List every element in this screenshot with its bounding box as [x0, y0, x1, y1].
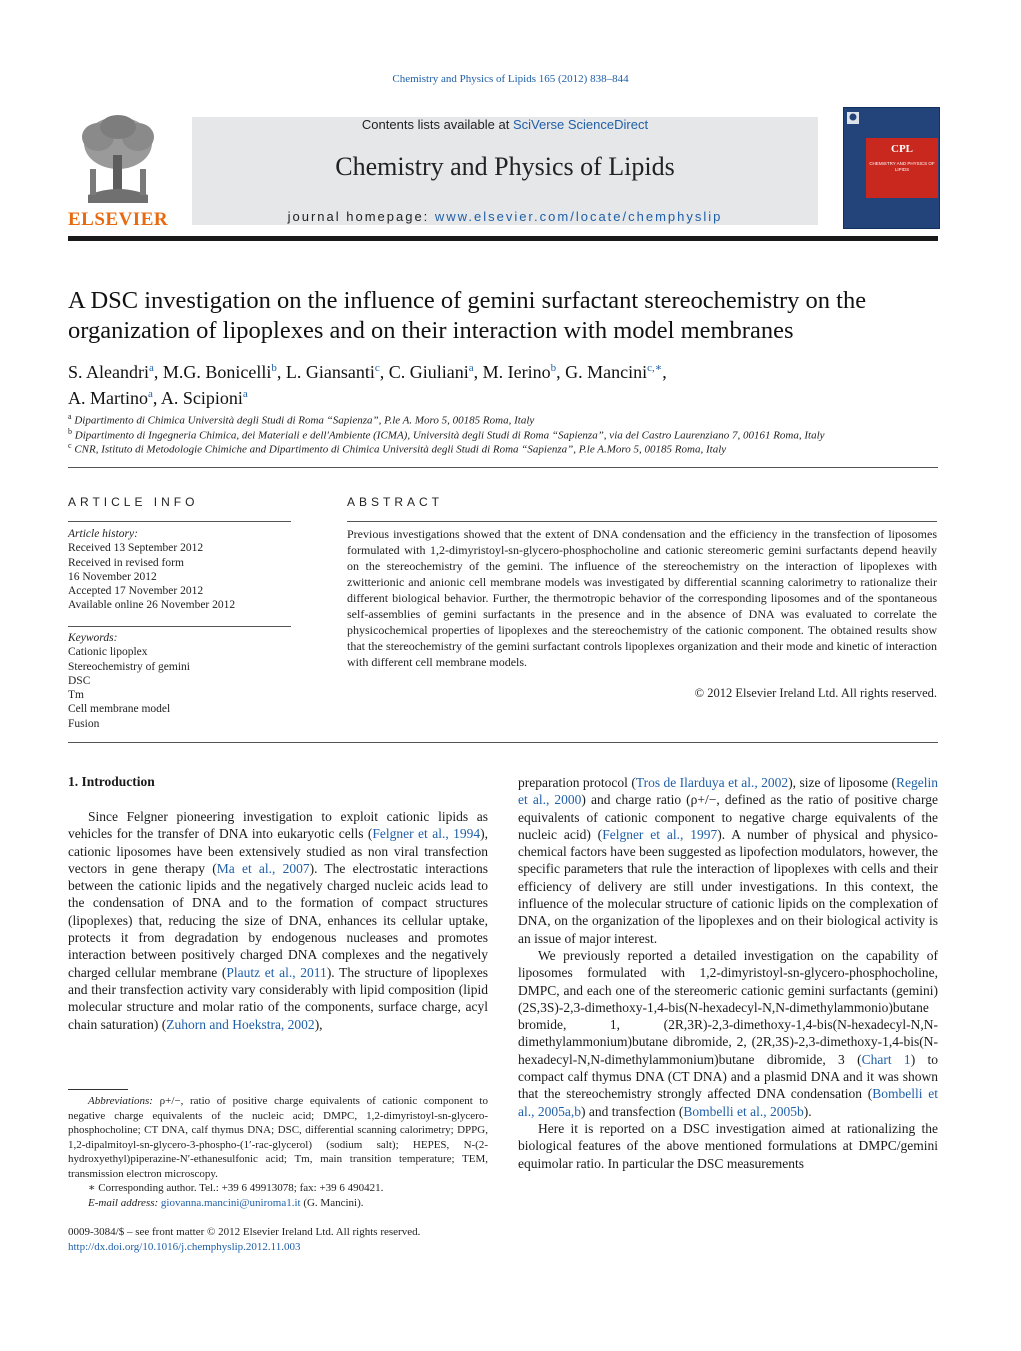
issn-line: 0009-3084/$ – see front matter © 2012 Elsevier Ireland Ltd. All rights reserved. — [68, 1226, 421, 1238]
author-affiliation-marker[interactable]: c — [374, 362, 380, 374]
contents-prefix: Contents lists available at — [361, 117, 513, 132]
article-info-rule — [68, 521, 291, 522]
author-name: C. Giuliani — [388, 362, 469, 382]
history-item: Accepted 17 November 2012 — [68, 585, 204, 598]
author-affiliation-marker[interactable]: a — [242, 388, 248, 400]
body-text: ). The electrostatic interactions between the cationic lipids and the negatively charged nucleic acids lead to the condensation of DNA and to the formation of compact structures (lipoplexes) that, reducing the size of DNA, enhances its cellular uptake, protects it from degradation by endogenous nucleases and promotes interaction between positively charged DNA complexes and the negatively charged cellular membrane ( — [68, 860, 488, 980]
keyword-item: Cationic lipoplex — [68, 646, 148, 659]
email-link[interactable]: giovanna.mancini@uniroma1.it — [160, 1196, 301, 1209]
footnote-rule — [68, 1089, 128, 1090]
body-text: ). A number of physical and physico-chemical factors have been suggested as lipofection modulators, however, the specific parameters that rule the interaction of lipoplexes with cells and their efficiency of delivery are still under investigations. In this context, the influence of the molecular structure of cationic lipids on the complexation of DNA, on the organization of the lipoplexes and on their biological activity is an issue of major interest. — [518, 826, 939, 946]
history-label: Article history: — [68, 528, 138, 540]
author-list — [68, 357, 948, 409]
reference-link[interactable]: Felgner et al., 1994 — [372, 826, 481, 842]
section-title-introduction: 1. Introduction — [68, 774, 155, 789]
history-item: Received 13 September 2012 — [68, 542, 204, 555]
header-divider — [68, 236, 938, 241]
author-affiliation-marker[interactable]: c,∗ — [647, 362, 663, 374]
history-item: Received in revised form — [68, 556, 184, 569]
affiliation-text: CNR, Istituto di Metodologie Chimiche and Dipartimento di Chimica Università degli Studi di Roma “Sapienza”, P.le A.Moro 5, 00185 Roma, Italy — [74, 443, 727, 456]
history-list — [68, 541, 291, 612]
journal-name: Chemistry and Physics of Lipids — [335, 152, 675, 181]
keyword-item: DSC — [68, 674, 91, 687]
body-text: ) and transfection ( — [581, 1103, 684, 1119]
author-affiliation-marker[interactable]: b — [550, 362, 557, 374]
body-text: ) and charge ratio (ρ+/−, defined as the ratio of positive charge equivalents of cationic component to negative charge equivalents of the nucleic acid) ( — [518, 792, 938, 842]
email-suffix: (G. Mancini). — [300, 1196, 364, 1209]
article-history — [68, 527, 291, 613]
affiliation-marker: c — [68, 441, 72, 450]
author-name: L. Giansanti — [285, 362, 375, 382]
reference-link[interactable]: Ma et al., 2007 — [216, 860, 310, 876]
homepage-prefix: journal homepage: — [287, 209, 435, 224]
affiliation-a — [68, 412, 948, 427]
affiliation-text: Dipartimento di Chimica Università degli Studi di Roma “Sapienza”, P.le A. Moro 5, 00185 Roma, Italy — [74, 414, 535, 427]
contents-line — [192, 117, 818, 132]
author-name: G. Mancini — [565, 362, 648, 382]
abbreviations-label: Abbreviations: — [88, 1095, 160, 1107]
author-name: M. Ierino — [482, 362, 551, 382]
reference-link[interactable]: Chart 1 — [861, 1051, 911, 1067]
right-paragraph-2 — [518, 947, 938, 1120]
body-text: We previously reported a detailed investigation on the capability of liposomes formulated with 1,2-dimyristoyl-sn-glycero-phosphocholine, DMPC, and each one of the stereomeric cationic gemini surfactants (gemini) (2S,3S)-2,3-dimethoxy-1,4-bis(N-hexadecyl-N,N-dimethylammonio)butane bromide, 1, (2R,3R)-2,3-dimethoxy-1,4-bis(N-hexadecyl-N,N-dimethylammonium)butane dibromide, 2, (2R,3S)-2,3-dimethoxy-1,4-bis(N-hexadecyl-N,N-dimethylammonium)butane dibromide, 3 ( — [518, 947, 938, 1067]
author-line-2 — [68, 383, 948, 409]
keyword-item: Stereochemistry of gemini — [68, 660, 190, 673]
reference-link[interactable]: Bombelli et al., 2005a,b — [518, 1086, 938, 1119]
journal-homepage — [192, 209, 818, 224]
body-text: ). The structure of lipoplexes and their transfection activity vary considerably with lipid composition (lipid molecular structure and molar ratio of the components, surface charge, acyl chain saturation) ( — [68, 964, 488, 1032]
keywords-rule — [68, 626, 291, 627]
author-separator: , — [152, 388, 161, 408]
abstract-text: Previous investigations showed that the extent of DNA condensation and the efficiency in the transfection of liposomes formulated with 1,2-dimyristoyl-sn-glycero-phosphocholine and cationic stereomeric gemini surfactants depend heavily on the stereochemistry of the gemini. The influence of the stereochemistry on the interaction of lipoplexes with zwitterionic and anionic cell membrane models was investigated by differential scanning calorimetry to rationalize their different biological behavior. Further, the thermotropic behavior of the corresponding liposomes and of the spontaneous self-assemblies of gemini surfactants in the presence and in the absence of DNA was evaluated to correlate the physicochemical properties of lipoplexes and the stereochemistry of the cationic component. The obtained results show that the stereochemistry of the gemini surfactant controls lipoplexes organization and their mode and kinetic of interaction with different cell membrane models. — [347, 527, 937, 669]
body-text: ), — [314, 1016, 323, 1032]
doi-link[interactable]: http://dx.doi.org/10.1016/j.chemphyslip.2012.11.003 — [68, 1241, 301, 1253]
cover-subtitle: CHEMISTRY AND PHYSICS OF LIPIDS — [869, 161, 935, 172]
intro-paragraph-1-text — [68, 808, 488, 1033]
author-name: M.G. Bonicelli — [162, 362, 272, 382]
body-text: ) to compact calf thymus DNA (CT DNA) and a plasmid DNA and it was shown that the stereochemistry strongly affected DNA condensation ( — [518, 1051, 938, 1102]
abstract-copyright: © 2012 Elsevier Ireland Ltd. All rights reserved. — [694, 686, 937, 700]
affiliation-divider — [68, 467, 938, 468]
affiliation-marker: a — [68, 412, 72, 421]
author-line-1 — [68, 357, 948, 383]
author-affiliation-marker[interactable]: b — [271, 362, 277, 374]
body-text: Since Felgner pioneering investigation to exploit cationic lipids as vehicles for the transfer of DNA into eukaryotic cells ( — [68, 809, 488, 842]
homepage-link[interactable]: www.elsevier.com/locate/chemphyslip — [434, 209, 723, 224]
intro-paragraph-1 — [68, 808, 488, 1033]
author-affiliation-marker[interactable]: a — [149, 362, 154, 374]
reference-link[interactable]: Bombelli et al., 2005b — [683, 1103, 804, 1119]
author-separator: , — [556, 362, 566, 382]
author-name: S. Aleandri — [68, 362, 149, 382]
journal-citation: Chemistry and Physics of Lipids 165 (2012) 838–844 — [392, 73, 629, 85]
keywords-list — [68, 645, 291, 731]
abstract-divider — [68, 742, 938, 743]
abbreviations-text: ρ+/−, ratio of positive charge equivalents of cationic component to negative charge equivalents of the nucleic acid; DMPC, 1,2-dimyristoyl-sn-glycero-phosphocholine; CT DNA, calf thymus DNA; DSC, differential scanning calorimetry; DPPG, 1,2-dipalmitoyl-sn-glycero-3-phospho-(1′-rac-glycerol) (sodium salt); HEPES, N-(2-hydroxyethyl)piperazine-N′-ethanesulfonic acid; Tm, main transition temperature; TEM, transmission electron microscopy. — [68, 1095, 488, 1180]
keyword-item: Cell membrane model — [68, 703, 171, 716]
author-affiliation-marker[interactable]: a — [468, 362, 474, 374]
body-text: ). — [803, 1103, 812, 1119]
body-text: preparation protocol ( — [518, 775, 636, 790]
affiliation-text: Dipartimento di Ingegneria Chimica, dei Materiali e dell'Ambiente (ICMA), Università degli Studi di Roma “Sapienza”, via del Castro Laurenziano 7, 00161 Roma, Italy — [74, 429, 825, 442]
history-item: Available online 26 November 2012 — [68, 599, 236, 612]
author-separator: , — [379, 362, 389, 382]
history-item: 16 November 2012 — [68, 570, 157, 583]
keyword-item: Tm — [68, 689, 84, 702]
article-title: A DSC investigation on the influence of gemini surfactant stereochemistry on the organization of lipoplexes and on their interaction with model membranes — [68, 287, 867, 344]
abbreviations-footnote — [68, 1094, 488, 1210]
elsevier-wordmark: ELSEVIER — [68, 209, 169, 230]
body-text: ), size of liposome ( — [788, 775, 896, 790]
keywords-label: Keywords: — [68, 632, 118, 644]
author-separator: , — [473, 362, 483, 382]
keywords-block — [68, 631, 291, 731]
author-affiliation-marker[interactable]: a — [148, 388, 153, 400]
author-name: A. Scipioni — [160, 388, 243, 408]
reference-link[interactable]: Plautz et al., 2011 — [226, 964, 327, 980]
keyword-item: Fusion — [68, 717, 100, 730]
right-paragraph-1 — [518, 774, 938, 947]
email-note — [68, 1196, 488, 1211]
reference-link[interactable]: Felgner et al., 1997 — [602, 826, 718, 842]
email-label: E-mail address: — [88, 1196, 161, 1209]
abstract-rule — [347, 521, 937, 522]
right-column — [518, 774, 938, 1172]
body-text: ), cationic liposomes have been extensively studied as non viral transfection vectors in gene therapy ( — [68, 826, 488, 876]
affiliation-b — [68, 427, 948, 442]
sciencedirect-link[interactable]: SciVerse ScienceDirect — [512, 117, 649, 132]
reference-link[interactable]: Zuhorn and Hoekstra, 2002 — [166, 1016, 315, 1032]
author-name: A. Martino — [68, 388, 148, 408]
affiliation-marker: b — [68, 427, 72, 436]
author-separator: , — [153, 362, 163, 382]
right-paragraph-3: Here it is reported on a DSC investigation aimed at rationalizing the biological features of the above mentioned formulations at DMPC/gemini equimolar ratio. In particular the DSC measurements — [518, 1120, 938, 1171]
abstract-heading: ABSTRACT — [347, 495, 444, 509]
author-separator: , — [276, 362, 286, 382]
elsevier-mini-logo-icon — [847, 111, 859, 123]
reference-link[interactable]: Tros de Ilarduya et al., 2002 — [635, 775, 789, 790]
corresponding-author-note: ∗ Corresponding author. Tel.: +39 6 49913078; fax: +39 6 490421. — [88, 1182, 384, 1194]
article-info-heading: ARTICLE INFO — [68, 495, 199, 509]
cover-title: CPL — [891, 143, 913, 155]
reference-link[interactable]: Regelin et al., 2000 — [518, 775, 938, 808]
affiliation-c — [68, 441, 948, 456]
author-separator: , — [662, 362, 667, 382]
